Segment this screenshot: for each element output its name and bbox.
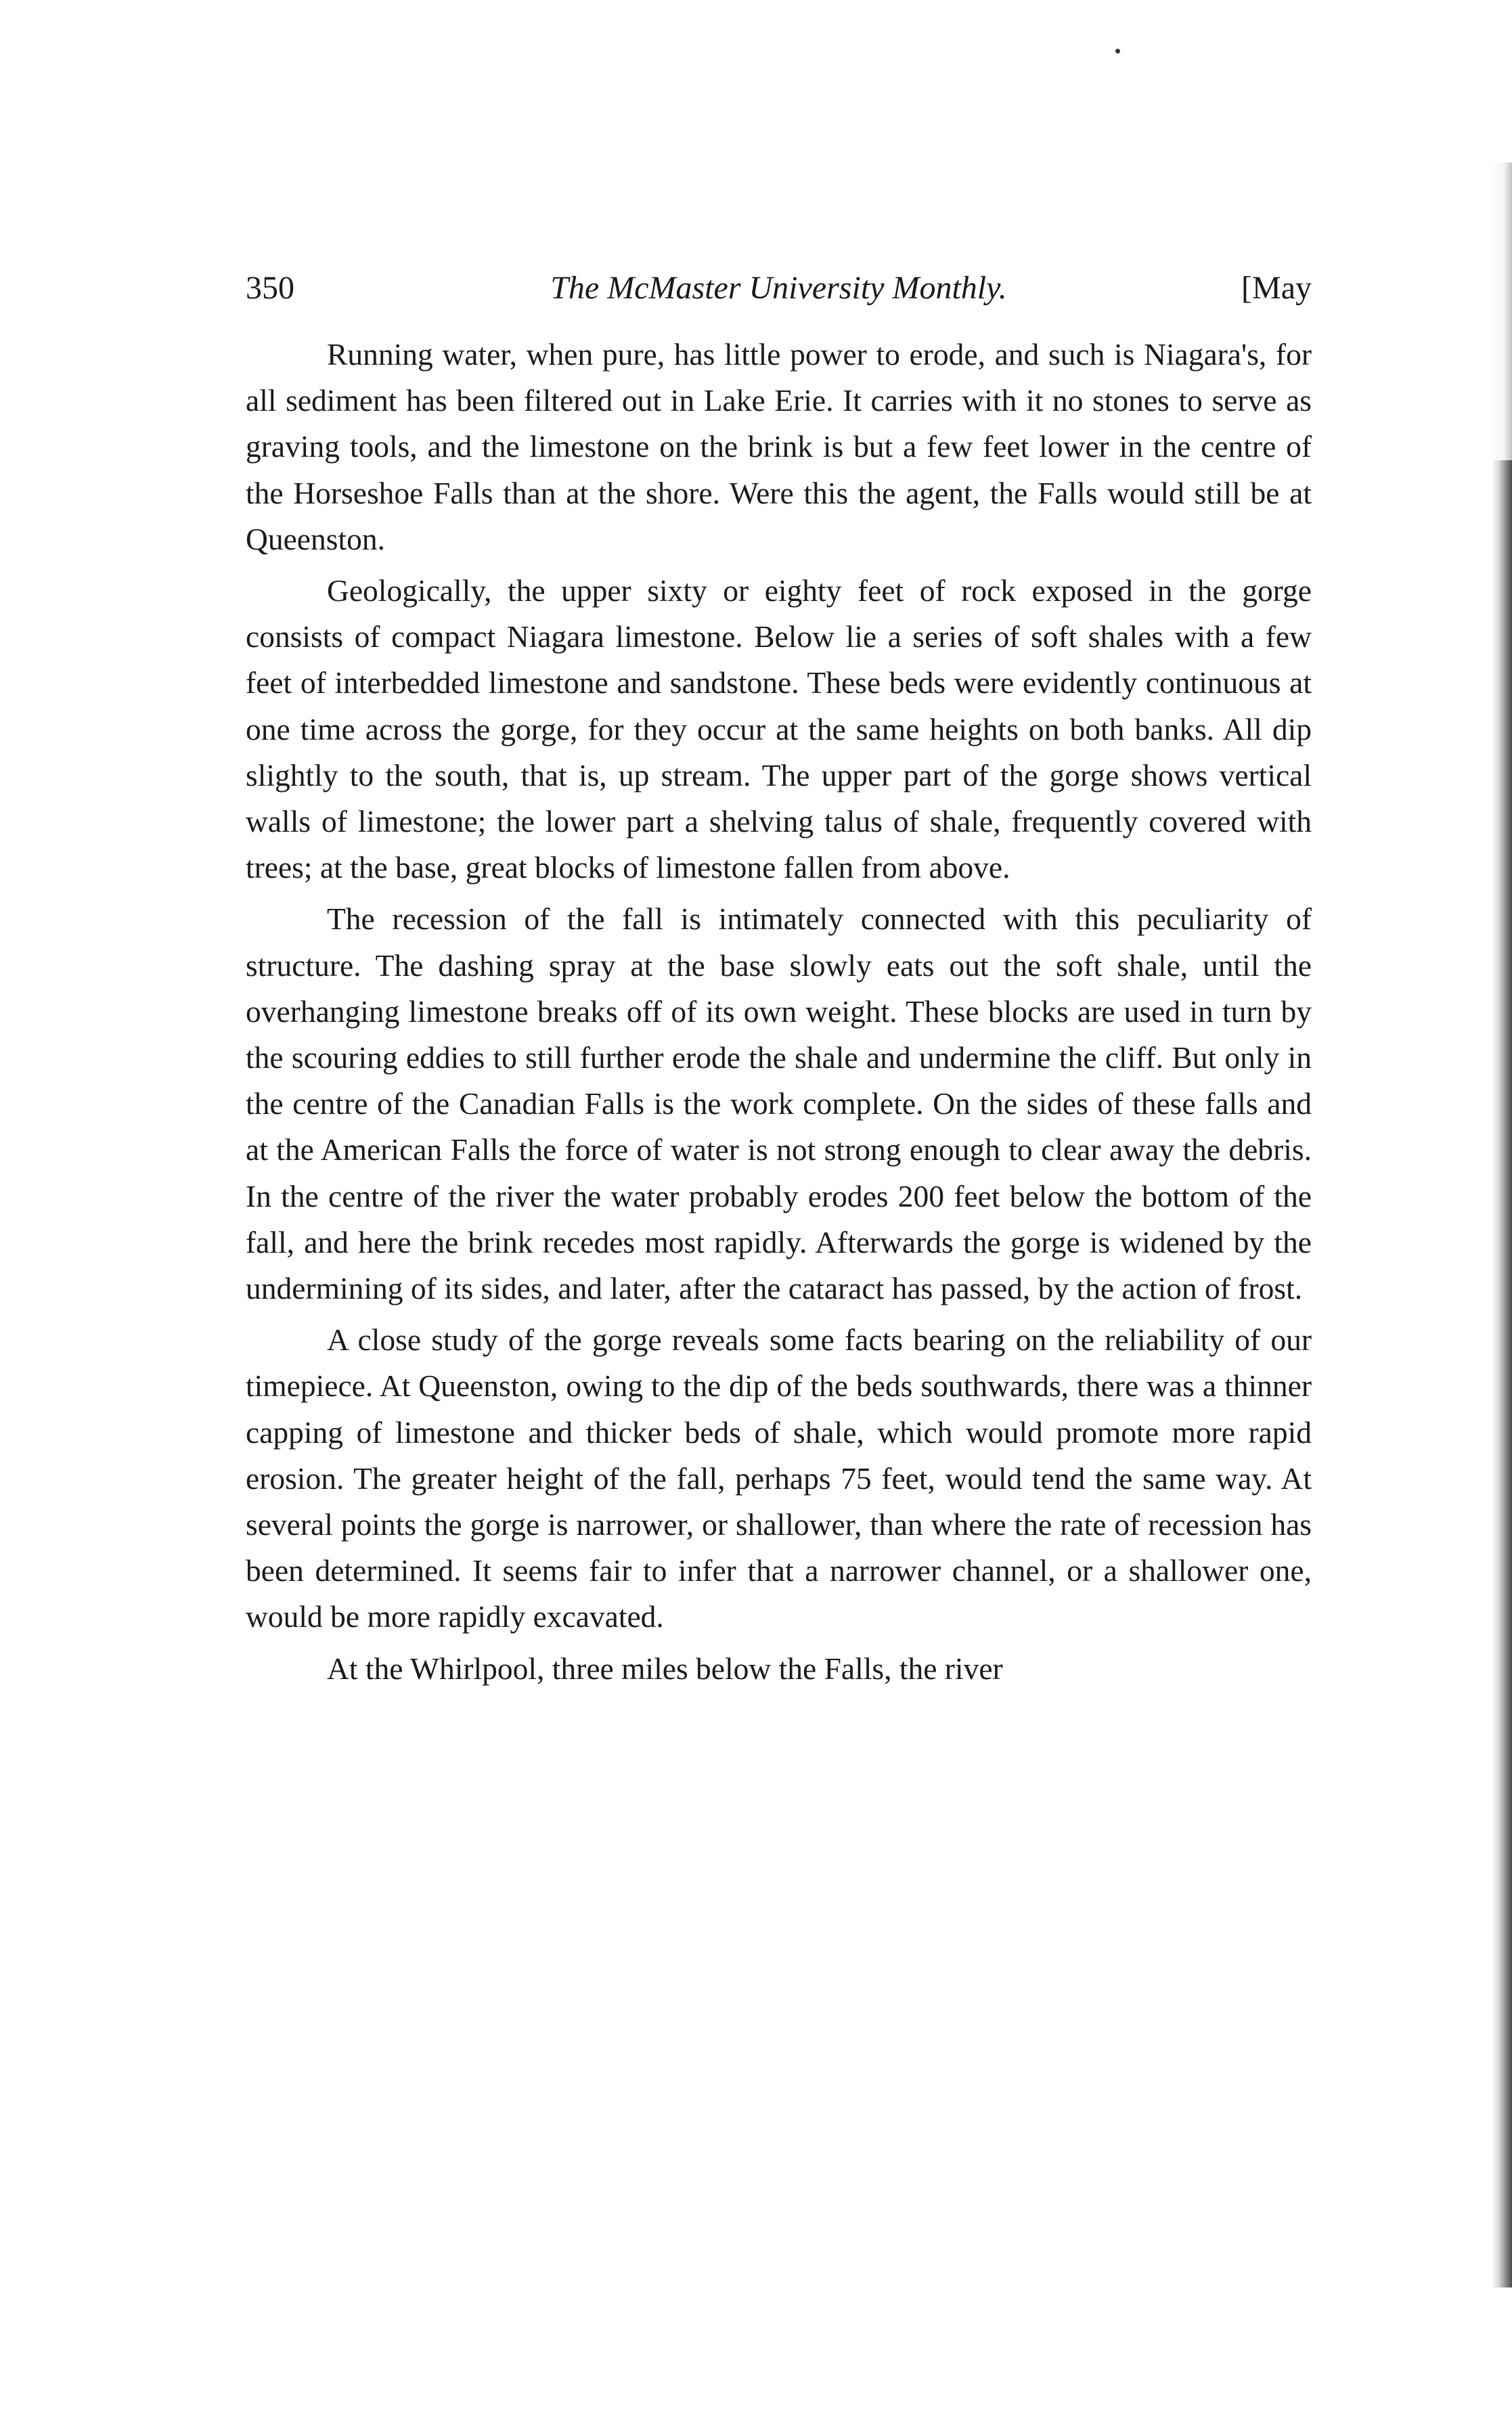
paragraph-whirlpool: At the Whirlpool, three miles below the Falls, the river <box>327 1651 1003 1686</box>
page-number: 350 <box>246 270 294 306</box>
article-body <box>246 332 1312 1692</box>
page-edge-shadow-top <box>1492 162 1512 460</box>
paragraph-recession: The recession of the fall is intimately connected with this peculiarity of structure. The dashing spray at the base slowly eats out the soft shale, until the overhanging limestone breaks off of its own weight. These blocks are used in turn by the scouring eddies to still further erode the shale and undermine the cliff. But only in the centre of the Canadian Falls is the work complete. On the sides of these falls and at the American Falls the force of water is not strong enough to clear away the debris. In the centre of the river the water probably erodes 200 feet below the bottom of the fall, and here the brink recedes most rapidly. Afterwards the gorge is widened by the undermining of its sides, and later, after the cataract has passed, by the action of frost. <box>246 901 1312 1306</box>
paragraph-gorge-study: A close study of the gorge reveals some facts bearing on the reliability of our timepiece. At Queenston, owing to the dip of the beds southwards, there was a thinner capping of limestone and thicker beds of shale, which would promote more rapid erosion. The greater height of the fall, perhaps 75 feet, would tend the same way. At several points the gorge is narrower, or shallower, than where the rate of recession has been determined. It seems fair to infer that a narrower channel, or a shallower one, would be more rapidly excavated. <box>246 1322 1312 1634</box>
journal-title: The McMaster University Monthly. <box>550 270 1007 306</box>
page-edge-shadow <box>1492 460 1512 2287</box>
paragraph-running-water: Running water, when pure, has little power to erode, and such is Niagara's, for all sediment has been filtered out in Lake Erie. It carries with it no stones to serve as graving tools, and the limestone on the brink is but a few feet lower in the centre of the Horseshoe Falls than at the shore. Were this the agent, the Falls would still be at Queenston. <box>246 337 1312 556</box>
paragraph-geology: Geologically, the upper sixty or eighty feet of rock exposed in the gorge consists of compact Niagara limestone. Below lie a series of soft shales with a few feet of interbedded limestone and sandstone. These beds were evidently continuous at one time across the gorge, for they occur at the same heights on both banks. All dip slightly to the south, that is, up stream. The upper part of the gorge shows vertical walls of limestone; the lower part a shelving talus of shale, frequently covered with trees; at the base, great blocks of limestone fallen from above. <box>246 573 1312 885</box>
running-header <box>246 261 1312 315</box>
issue-month: [May <box>1241 270 1312 306</box>
paper-speck <box>1115 49 1120 53</box>
